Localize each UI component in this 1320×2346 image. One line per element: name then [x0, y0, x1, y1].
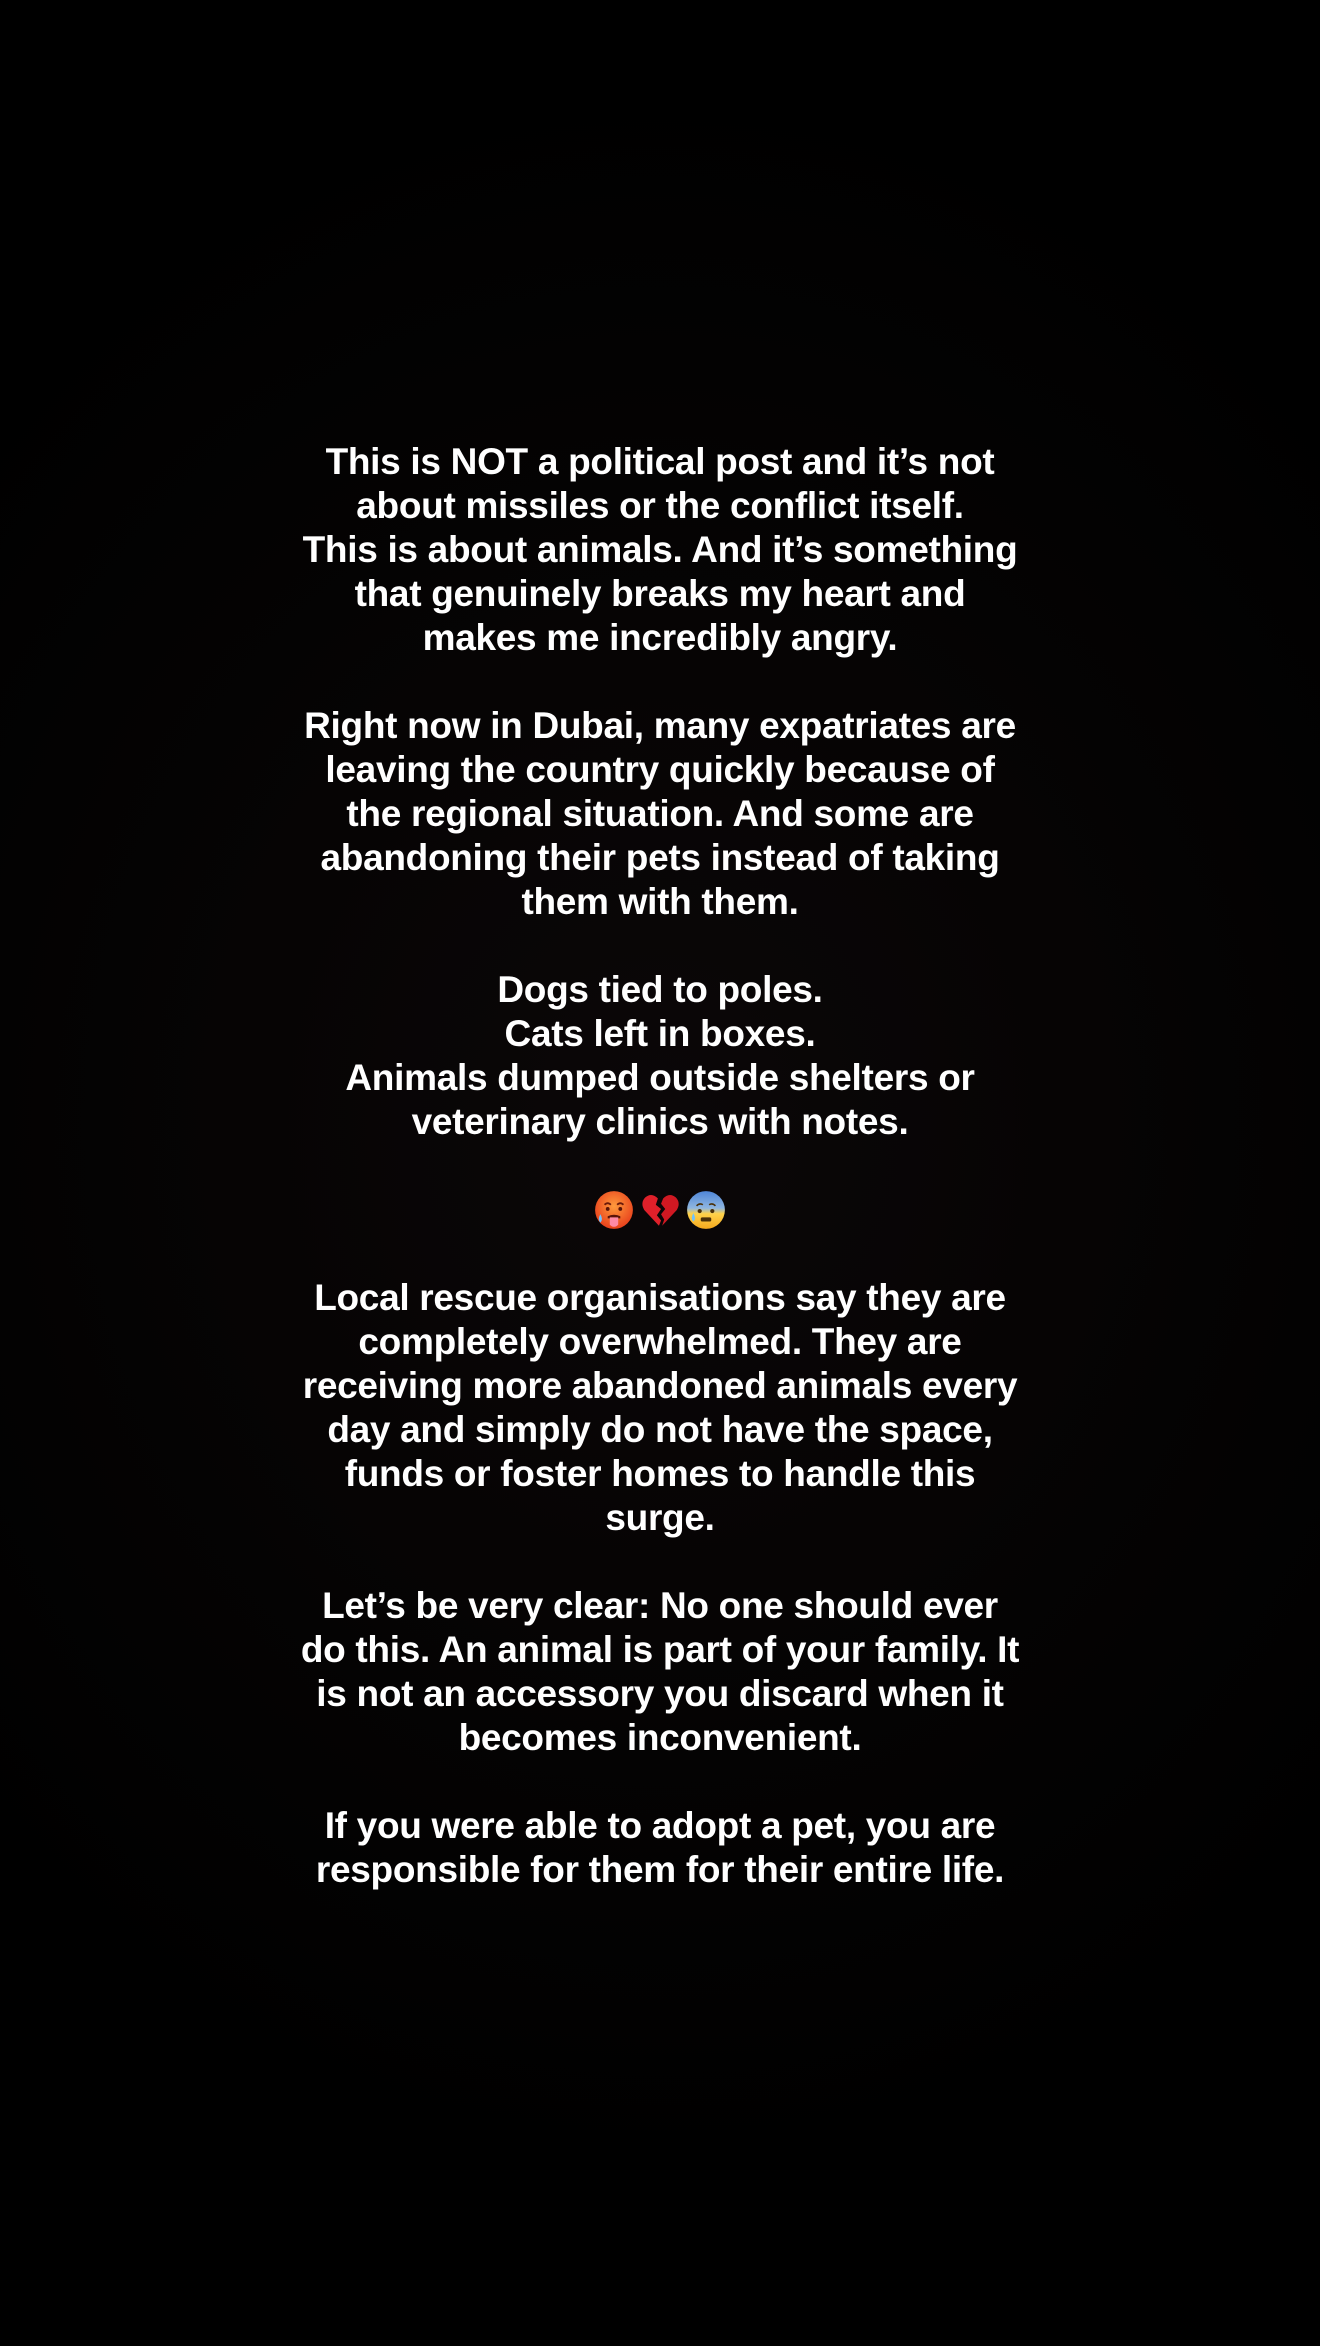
text-line: Cats left in boxes.	[504, 1013, 816, 1054]
broken-heart-icon	[639, 1189, 681, 1231]
hot-face-icon	[593, 1189, 635, 1231]
text-line: Dogs tied to poles.	[497, 969, 823, 1010]
post-text	[260, 440, 1060, 1936]
text-line: makes me incredibly angry.	[422, 617, 898, 658]
paragraph-clear	[260, 1584, 1060, 1760]
text-line: becomes inconvenient.	[458, 1717, 862, 1758]
text-line: abandoning their pets instead of taking	[320, 837, 1000, 878]
text-line: is not an accessory you discard when it	[316, 1673, 1004, 1714]
text-line: them with them.	[521, 881, 799, 922]
text-line: surge.	[605, 1497, 715, 1538]
paragraph-examples	[260, 968, 1060, 1144]
text-line: day and simply do not have the space,	[327, 1409, 993, 1450]
text-line: If you were able to adopt a pet, you are	[324, 1805, 996, 1846]
anxious-face-with-sweat-icon	[685, 1189, 727, 1231]
text-line: about missiles or the conflict itself.	[356, 485, 964, 526]
text-line: receiving more abandoned animals every	[302, 1365, 1018, 1406]
text-line: Let’s be very clear: No one should ever	[322, 1585, 998, 1626]
text-line: veterinary clinics with notes.	[411, 1101, 909, 1142]
paragraph-intro	[260, 440, 1060, 660]
text-line: leaving the country quickly because of	[325, 749, 995, 790]
text-line: Right now in Dubai, many expatriates are	[304, 705, 1016, 746]
paragraph-responsibility	[260, 1804, 1060, 1892]
text-line: completely overwhelmed. They are	[358, 1321, 962, 1362]
paragraph-situation	[260, 704, 1060, 924]
text-line: funds or foster homes to handle this	[344, 1453, 976, 1494]
text-line: that genuinely breaks my heart and	[354, 573, 966, 614]
paragraph-rescue	[260, 1276, 1060, 1540]
text-line: the regional situation. And some are	[346, 793, 974, 834]
text-line: Local rescue organisations say they are	[314, 1277, 1006, 1318]
emoji-row	[260, 1188, 1060, 1232]
text-line: responsible for them for their entire life.	[315, 1849, 1005, 1890]
text-line: This is NOT a political post and it’s not	[325, 441, 995, 482]
text-line: This is about animals. And it’s something	[302, 529, 1018, 570]
text-line: do this. An animal is part of your family. It	[300, 1629, 1020, 1670]
text-line: Animals dumped outside shelters or	[345, 1057, 975, 1098]
